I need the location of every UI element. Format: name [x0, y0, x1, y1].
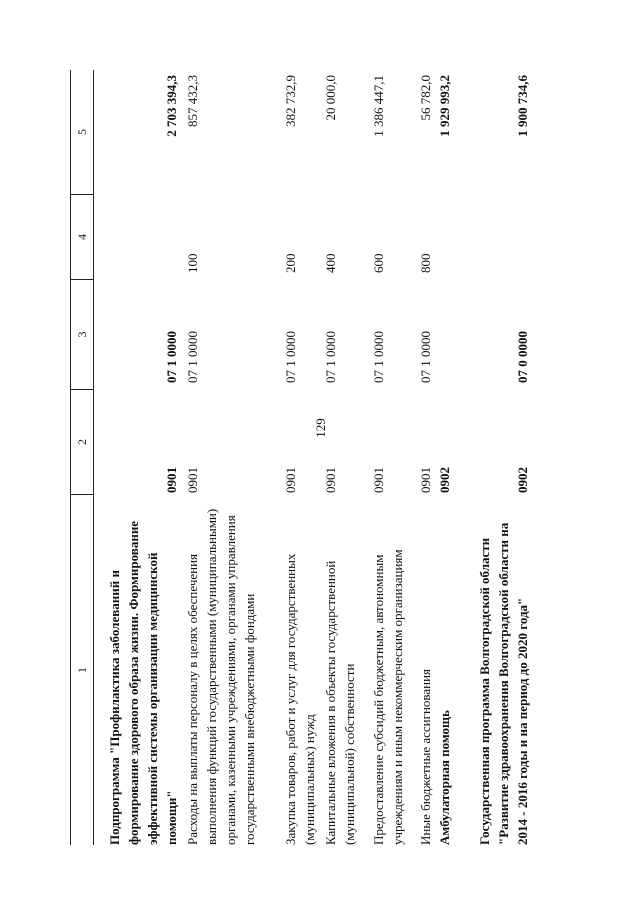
row-section-code: 0901	[185, 467, 200, 493]
row-target-code: 07 1 0000	[164, 331, 179, 383]
header-col-4: 4	[71, 195, 93, 280]
page-number: 129	[313, 418, 328, 438]
row-section-code: 0902	[437, 467, 452, 493]
row-expense-code: 100	[185, 253, 200, 273]
row-amount: 857 432,3	[185, 75, 200, 127]
row-target-code: 07 1 0000	[371, 331, 386, 383]
row-section-code: 0901	[371, 467, 386, 493]
row-amount: 1 386 447,1	[371, 75, 386, 137]
row-description: Капитальные вложения в объекты государственной (муниципальной) собственности	[323, 560, 357, 845]
row-section-code: 0901	[418, 467, 433, 493]
row-expense-code: 800	[418, 253, 433, 273]
header-col-2: 2	[71, 390, 93, 495]
row-section-code: 0901	[323, 467, 338, 493]
row-section-code: 0901	[283, 467, 298, 493]
header-col-3: 3	[71, 280, 93, 390]
row-description: Предоставление субсидий бюджетным, автономным учреждениям и иным некоммерческим организациям	[371, 549, 405, 845]
row-expense-code: 400	[323, 253, 338, 273]
row-amount: 56 782,0	[418, 75, 433, 121]
row-description: Иные бюджетные ассигнования	[418, 668, 433, 845]
row-amount: 1 900 734,6	[515, 75, 530, 137]
row-target-code: 07 1 0000	[323, 331, 338, 383]
row-section-code: 0901	[164, 467, 179, 493]
row-description: Подпрограмма "Профилактика заболеваний и формирование здорового образа жизни. Формирование эффективной системы организации медицинской помощи"	[107, 520, 179, 845]
row-section-code: 0902	[515, 467, 530, 493]
table-header	[70, 70, 94, 845]
row-description: Закупка товаров, работ и услуг для государственных (муниципальных) нужд	[283, 553, 317, 845]
row-amount: 382 732,9	[283, 75, 298, 127]
row-description: Амбулаторная помощь	[437, 710, 452, 845]
row-amount: 20 000,0	[323, 75, 338, 121]
row-target-code: 07 0 0000	[515, 331, 530, 383]
row-expense-code: 600	[371, 253, 386, 273]
budget-table	[70, 70, 590, 845]
row-amount: 2 703 394,3	[164, 75, 179, 137]
row-target-code: 07 1 0000	[418, 331, 433, 383]
row-expense-code: 200	[283, 253, 298, 273]
row-amount: 1 929 993,2	[437, 75, 452, 137]
row-description: Расходы на выплаты персоналу в целях обеспечения выполнения функций государственными (муниципальными) органами, казенными учреждениями, органами управления государственными внебюджетными фондами	[185, 508, 257, 845]
row-target-code: 07 1 0000	[185, 331, 200, 383]
row-description: Государственная программа Волгоградской области "Развитие здравоохранения Волгоградской области на 2014 - 2016 годы и на период до 2020 года"	[477, 522, 530, 845]
row-target-code: 07 1 0000	[283, 331, 298, 383]
header-col-1: 1	[75, 667, 89, 673]
header-col-5: 5	[71, 70, 93, 195]
